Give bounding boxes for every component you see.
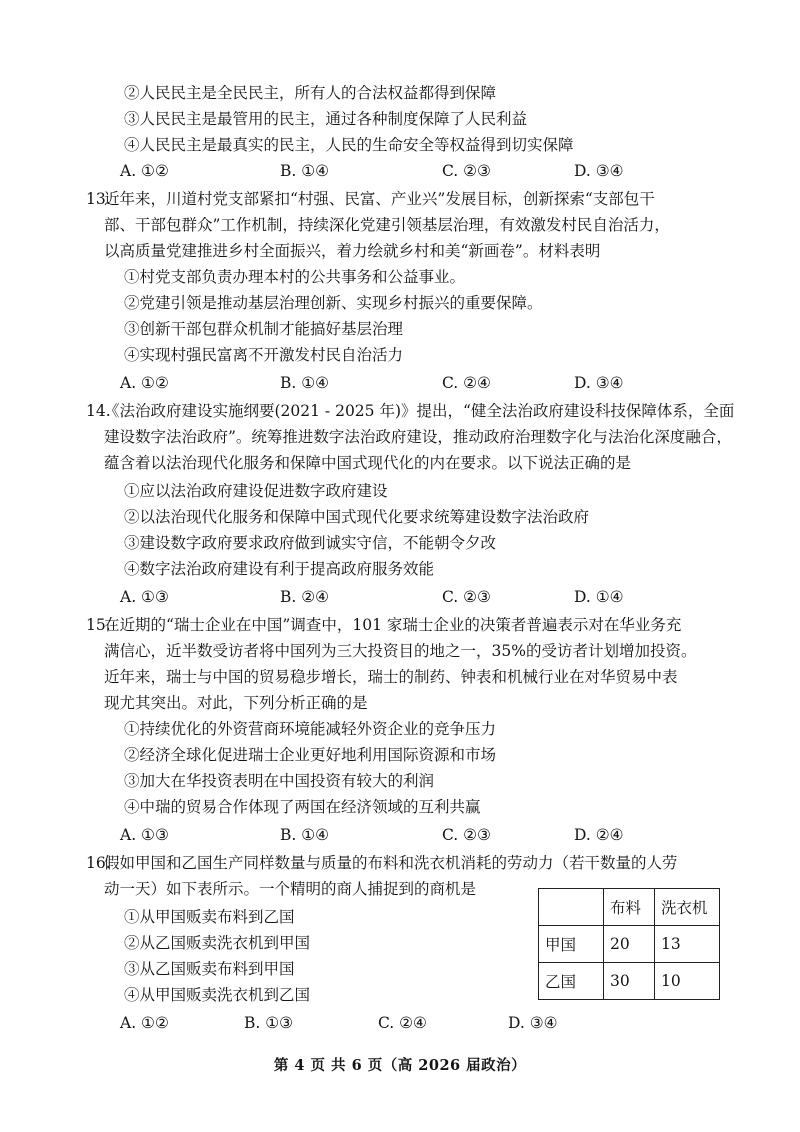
q13-option-a: A. ①②	[120, 374, 169, 392]
q14-stem-line: 《法治政府建设实施纲要(2021 - 2025 年)》提出，“健全法治政府建设科技保障体系，全面	[104, 402, 735, 420]
q14-stem-line: 建设数字法治政府”。统筹推进数字法治政府建设，推动政府治理数字化与法治化深度融合，	[104, 428, 732, 446]
q16-statement-2: ②从乙国贩卖洗衣机到甲国	[124, 934, 311, 952]
q12-statement-2: ②人民民主是全民民主，所有人的合法权益都得到保障	[124, 84, 497, 102]
table-header-row	[539, 889, 720, 926]
labor-cost-table	[538, 888, 720, 1000]
q15-stem-line: 近年来，瑞士与中国的贸易稳步增长，瑞士的制药、钟表和机械行业在对华贸易中表	[104, 668, 678, 686]
q16-stem-line: 假如甲国和乙国生产同样数量与质量的布料和洗衣机消耗的劳动力（若干数量的人劳	[104, 854, 678, 872]
q16-statement-1: ①从甲国贩卖布料到乙国	[124, 908, 295, 926]
q13-number: 13.	[86, 190, 111, 208]
q15-statement-2: ②经济全球化促进瑞士企业更好地利用国际资源和市场	[124, 746, 497, 764]
table-row	[539, 926, 720, 963]
q14-number: 14.	[86, 402, 111, 420]
q16-option-b: B. ①③	[244, 1014, 294, 1032]
q15-option-b: B. ①④	[280, 826, 330, 844]
table-cell: 20	[604, 926, 655, 963]
q13-stem-line: 近年来，川道村党支部紧扣“村强、民富、产业兴”发展目标，创新探索“支部包干	[104, 190, 655, 208]
q13-statement-1: ①村党支部负责办理本村的公共事务和公益事业。	[124, 268, 466, 286]
table-header-cell: 布料	[604, 889, 655, 926]
q12-statement-4: ④人民民主是最真实的民主，人民的生命安全等权益得到切实保障	[124, 136, 574, 154]
q14-option-a: A. ①③	[120, 588, 169, 606]
q16-statement-3: ③从乙国贩卖布料到甲国	[124, 960, 295, 978]
table-cell: 乙国	[539, 963, 604, 1000]
q16-option-a: A. ①②	[120, 1014, 169, 1032]
q13-stem-line: 以高质量党建推进乡村全面振兴，着力绘就乡村和美“新画卷”。材料表明	[104, 242, 601, 260]
q15-statement-4: ④中瑞的贸易合作体现了两国在经济领域的互利共赢	[124, 798, 481, 816]
q15-stem-line: 满信心，近半数受访者将中国列为三大投资目的地之一，35%的受访者计划增加投资。	[104, 642, 697, 660]
table-cell: 13	[655, 926, 720, 963]
q15-statement-1: ①持续优化的外资营商环境能减轻外资企业的竞争压力	[124, 720, 497, 738]
q16-option-d: D. ③④	[508, 1014, 558, 1032]
q14-statement-1: ①应以法治政府建设促进数字政府建设	[124, 482, 388, 500]
table-header-cell: 洗衣机	[655, 889, 720, 926]
q13-statement-3: ③创新干部包群众机制才能搞好基层治理	[124, 320, 404, 338]
q15-option-c: C. ②③	[442, 826, 491, 844]
q13-stem-line: 部、干部包群众”工作机制，持续深化党建引领基层治理，有效激发村民自治活力，	[104, 216, 670, 234]
q14-option-d: D. ①④	[574, 588, 624, 606]
q15-stem-line: 在近期的“瑞士企业在中国”调查中，101 家瑞士企业的决策者普遍表示对在华业务充	[104, 616, 682, 634]
q15-number: 15.	[86, 616, 111, 634]
q15-option-d: D. ②④	[574, 826, 624, 844]
q12-option-d: D. ③④	[574, 162, 624, 180]
q12-statement-3: ③人民民主是最管用的民主，通过各种制度保障了人民利益	[124, 110, 528, 128]
q12-option-c: C. ②③	[442, 162, 491, 180]
q16-option-c: C. ②④	[378, 1014, 427, 1032]
q14-statement-3: ③建设数字政府要求政府做到诚实守信，不能朝令夕改	[124, 534, 497, 552]
q13-statement-4: ④实现村强民富离不开激发村民自治活力	[124, 346, 404, 364]
q13-statement-2: ②党建引领是推动基层治理创新、实现乡村振兴的重要保障。	[124, 294, 543, 312]
table-cell: 30	[604, 963, 655, 1000]
q14-option-b: B. ②④	[280, 588, 330, 606]
table-cell: 10	[655, 963, 720, 1000]
q12-option-a: A. ①②	[120, 162, 169, 180]
q15-statement-3: ③加大在华投资表明在中国投资有较大的利润	[124, 772, 435, 790]
q14-statement-2: ②以法治现代化服务和保障中国式现代化要求统筹建设数字法治政府	[124, 508, 590, 526]
table-cell: 甲国	[539, 926, 604, 963]
q15-stem-line: 现尤其突出。对此，下列分析正确的是	[104, 694, 368, 712]
q13-option-c: C. ②④	[442, 374, 491, 392]
q16-number: 16.	[86, 854, 111, 872]
q14-statement-4: ④数字法治政府建设有利于提高政府服务效能	[124, 560, 435, 578]
q16-statement-4: ④从甲国贩卖洗衣机到乙国	[124, 986, 311, 1004]
q16-stem-line: 动一天）如下表所示。一个精明的商人捕捉到的商机是	[104, 880, 477, 898]
q13-option-d: D. ③④	[574, 374, 624, 392]
table-row	[539, 963, 720, 1000]
q14-option-c: C. ②③	[442, 588, 491, 606]
page-footer: 第 4 页 共 6 页（高 2026 届政治）	[273, 1057, 527, 1074]
q15-option-a: A. ①③	[120, 826, 169, 844]
q14-stem-line: 蕴含着以法治现代化服务和保障中国式现代化的内在要求。以下说法正确的是	[104, 454, 632, 472]
q12-option-b: B. ①④	[280, 162, 330, 180]
q13-option-b: B. ①④	[280, 374, 330, 392]
table-header-cell	[539, 889, 604, 926]
